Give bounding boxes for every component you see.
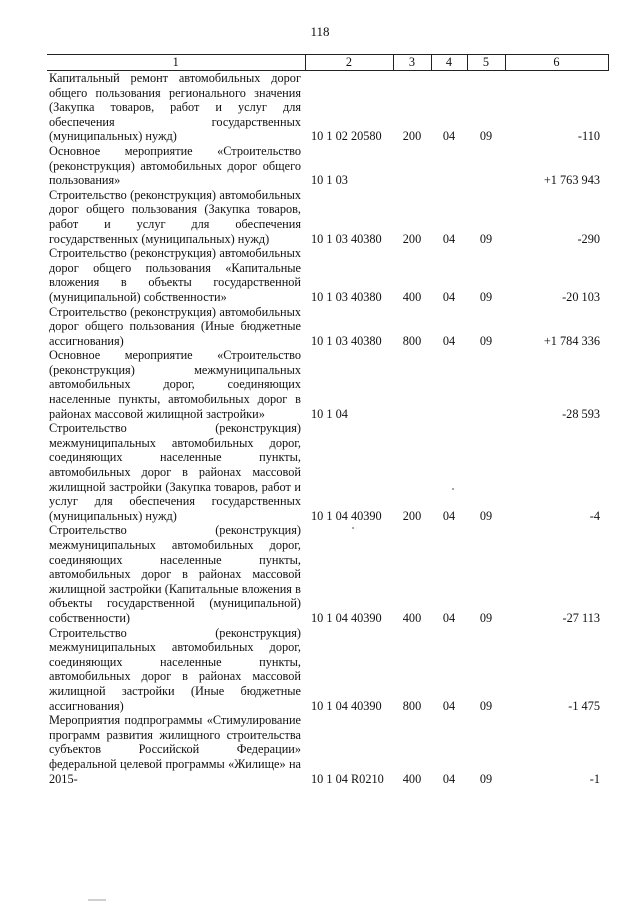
table-row [47, 71, 608, 144]
row-pr-cell: 09 [479, 289, 493, 304]
table-row [47, 626, 608, 714]
row-rz-cell [431, 348, 467, 421]
row-code-cell: 10 1 03 40380 [311, 333, 382, 348]
row-vr-cell: 800 [402, 698, 422, 713]
row-code-cell: 10 1 03 40380 [311, 289, 382, 304]
table-header-row [47, 55, 608, 71]
row-pr-cell: 09 [479, 231, 493, 246]
row-vr-cell: 200 [402, 508, 422, 523]
row-rz-cell: 04 [442, 508, 456, 523]
table-row [47, 421, 608, 523]
row-vr-cell: 800 [402, 333, 422, 348]
row-vr-cell [393, 144, 431, 188]
row-pr-cell: 09 [479, 698, 493, 713]
row-vr-cell: 400 [402, 289, 422, 304]
row-pr-cell: 09 [479, 508, 493, 523]
row-name-cell: Основное мероприятие «Строительство (реконструкция) межмуниципальных автомобильных дорог, соединяющих населенные пункты, автомобильных дорог в районах массовой жилищной застройки» [49, 348, 301, 421]
table-row [47, 246, 608, 304]
column-header: 2 [305, 55, 393, 71]
row-pr-cell: 09 [479, 771, 493, 786]
row-code-cell: 10 1 03 [311, 173, 348, 188]
row-pr-cell: 09 [479, 333, 493, 348]
row-pr-cell: 09 [479, 129, 493, 144]
column-header: 1 [47, 55, 305, 71]
scan-mark [88, 899, 106, 901]
row-rz-cell: 04 [442, 771, 456, 786]
row-vr-cell: 200 [402, 129, 422, 144]
row-pr-cell [467, 144, 505, 188]
table-row [47, 523, 608, 625]
row-amount-cell: -27 113 [562, 610, 600, 625]
row-rz-cell: 04 [442, 289, 456, 304]
row-rz-cell [431, 144, 467, 188]
scan-speck [352, 527, 354, 529]
row-name-cell: Строительство (реконструкция) межмуниципальных автомобильных дорог, соединяющих населенные пункты, автомобильных дорог в районах массовой жилищной застройки (Иные бюджетные ассигнования) [49, 625, 301, 713]
row-amount-cell: +1 763 943 [543, 173, 600, 188]
row-amount-cell: -4 [589, 508, 600, 523]
column-header: 5 [467, 55, 505, 71]
column-header: 4 [431, 55, 467, 71]
scan-speck [452, 488, 454, 490]
column-header: 6 [505, 55, 608, 71]
row-amount-cell: -28 593 [562, 406, 600, 421]
row-amount-cell: -20 103 [562, 289, 600, 304]
column-header: 3 [393, 55, 431, 71]
row-rz-cell: 04 [442, 610, 456, 625]
row-code-cell: 10 1 02 20580 [311, 129, 382, 144]
table-row [47, 144, 608, 188]
row-name-cell: Строительство (реконструкция) автомобильных дорог общего пользования (Иные бюджетные ассигнования) [49, 304, 301, 348]
row-code-cell: 10 1 04 [311, 406, 348, 421]
row-code-cell: 10 1 04 R0210 [311, 771, 384, 786]
row-rz-cell: 04 [442, 698, 456, 713]
row-rz-cell: 04 [442, 129, 456, 144]
row-amount-cell: +1 784 336 [543, 333, 600, 348]
row-name-cell: Основное мероприятие «Строительство (реконструкция) автомобильных дорог общего пользования» [49, 143, 301, 188]
row-amount-cell: -110 [577, 129, 600, 144]
row-pr-cell: 09 [479, 610, 493, 625]
row-amount-cell: -1 475 [568, 698, 600, 713]
row-pr-cell [467, 348, 505, 421]
row-code-cell: 10 1 04 40390 [311, 508, 382, 523]
row-code-cell: 10 1 03 40380 [311, 231, 382, 246]
row-code-cell: 10 1 04 40390 [311, 610, 382, 625]
row-code-cell: 10 1 04 40390 [311, 698, 382, 713]
table-row [47, 713, 608, 786]
row-rz-cell: 04 [442, 333, 456, 348]
row-rz-cell: 04 [442, 231, 456, 246]
row-amount-cell: -1 [589, 771, 600, 786]
row-amount-cell: -290 [577, 231, 600, 246]
row-vr-cell: 400 [402, 771, 422, 786]
row-name-cell: Мероприятия подпрограммы «Стимулирование программ развития жилищного строительства субъектов Российской Федерации» федеральной целевой программы «Жилище» на 2015- [49, 713, 301, 786]
row-vr-cell [393, 348, 431, 421]
table-row [47, 188, 608, 246]
row-name-cell: Строительство (реконструкция) автомобильных дорог общего пользования (Закупка товаров, работ и услуг для обеспечения государственных (муниципальных) нужд) [49, 187, 301, 246]
page-number: 118 [310, 24, 330, 39]
budget-table [47, 54, 609, 786]
row-vr-cell: 200 [402, 231, 422, 246]
row-name-cell: Капитальный ремонт автомобильных дорог общего пользования регионального значения (Закупка товаров, работ и услуг для обеспечения государственных (муниципальных) нужд) [49, 71, 301, 144]
row-name-cell: Строительство (реконструкция) межмуниципальных автомобильных дорог, соединяющих населенные пункты, автомобильных дорог в районах массовой жилищной застройки (Капитальные вложения в объекты государственной (муниципальной) собственности) [49, 523, 301, 625]
row-name-cell: Строительство (реконструкция) межмуниципальных автомобильных дорог, соединяющих населенные пункты, автомобильных дорог в районах массовой жилищной застройки (Закупка товаров, работ и услуг для обеспечения государственных (муниципальных) нужд) [49, 421, 301, 523]
row-vr-cell: 400 [402, 610, 422, 625]
table-row [47, 348, 608, 421]
row-name-cell: Строительство (реконструкция) автомобильных дорог общего пользования «Капитальные вложения в объекты государственной (муниципальной) собственности» [49, 246, 301, 304]
table-row [47, 305, 608, 349]
